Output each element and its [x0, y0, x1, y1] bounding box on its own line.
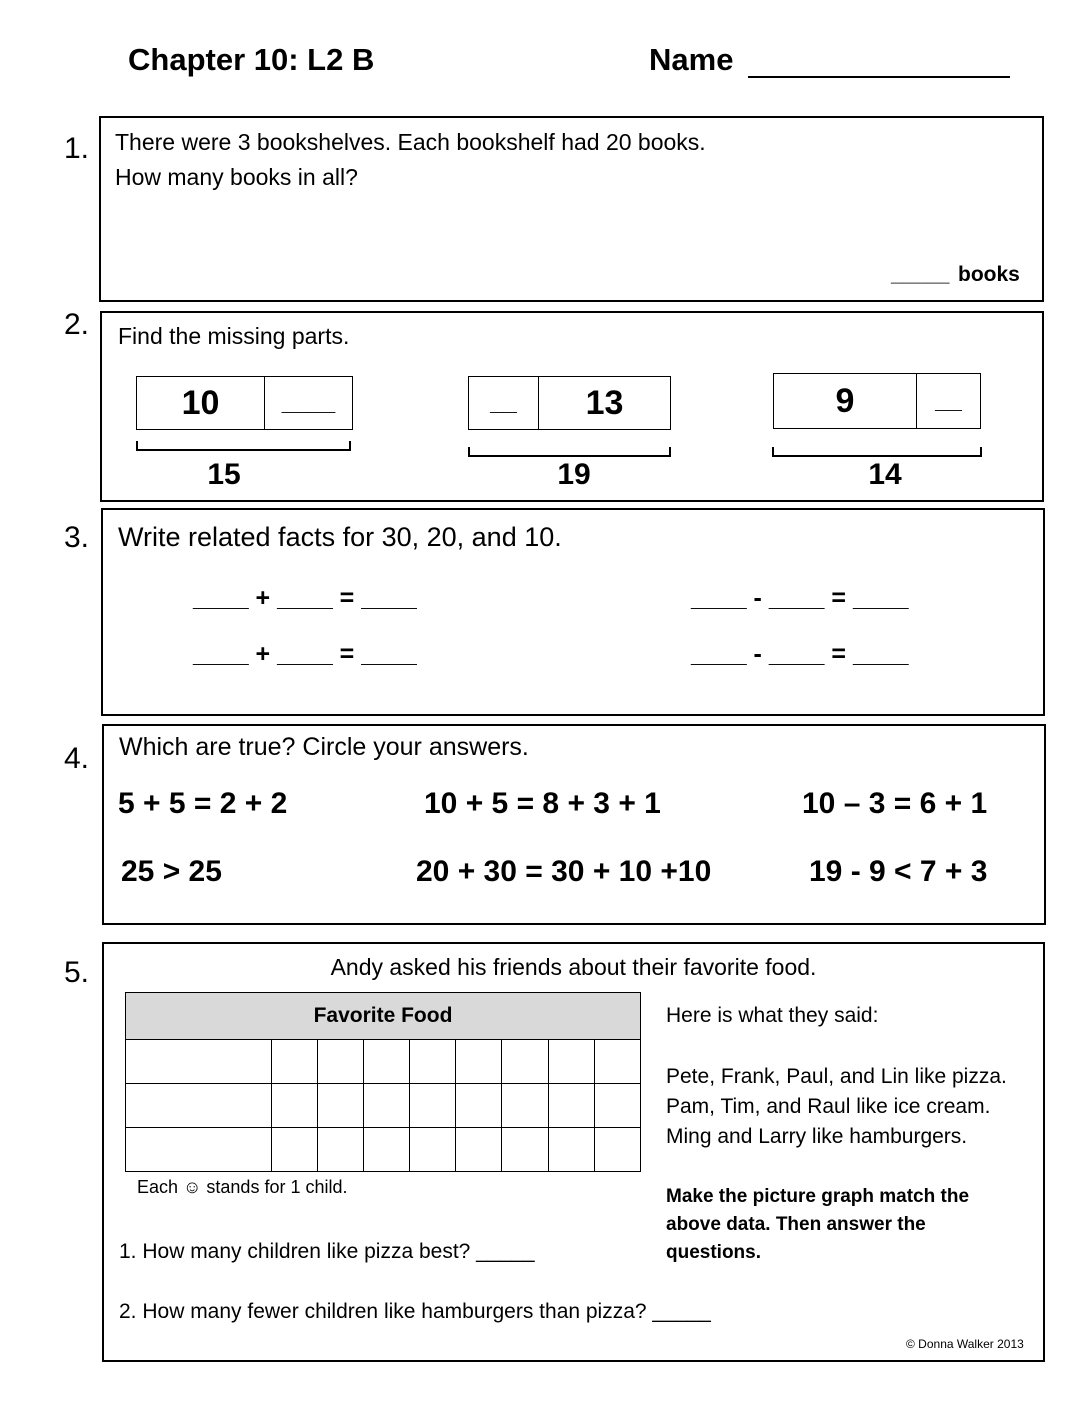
name-label: Name — [649, 42, 734, 77]
whole-value: 15 — [207, 458, 241, 491]
question-number: 3. — [64, 521, 90, 554]
equation[interactable]: 25 > 25 — [121, 855, 222, 888]
question-2-box — [100, 311, 1044, 502]
part-right-blank[interactable]: __ — [935, 387, 962, 414]
part-left: 10 — [137, 377, 265, 429]
category-label-cell[interactable] — [126, 1128, 272, 1172]
data-line: Pam, Tim, and Raul like ice cream. — [666, 1095, 991, 1118]
graph-title: Favorite Food — [126, 993, 641, 1040]
instruction-line: questions. — [666, 1242, 762, 1263]
bracket — [136, 441, 351, 451]
question-number: 4. — [64, 742, 90, 775]
name-field[interactable] — [748, 76, 1010, 78]
equation[interactable]: 19 - 9 < 7 + 3 — [809, 855, 988, 888]
question-5-intro: Andy asked his friends about their favorite food. — [330, 954, 817, 980]
question-2-prompt: Find the missing parts. — [118, 323, 350, 349]
graph-question-2[interactable]: 2. How many fewer children like hamburgers than pizza? _____ — [119, 1300, 711, 1323]
category-label-cell[interactable] — [126, 1084, 272, 1128]
question-4-prompt: Which are true? Circle your answers. — [119, 733, 529, 761]
bracket — [468, 447, 671, 457]
question-1-box — [99, 116, 1044, 302]
part-part-model-2 — [468, 376, 671, 430]
whole-value: 14 — [868, 458, 902, 491]
question-4-box — [102, 724, 1046, 925]
category-label-cell[interactable] — [126, 1040, 272, 1084]
worksheet-title: Chapter 10: L2 B — [128, 42, 375, 77]
part-part-model-3 — [773, 373, 981, 429]
question-1-line-2: How many books in all? — [115, 164, 358, 190]
said-label: Here is what they said: — [666, 1004, 879, 1027]
equation[interactable]: 10 + 5 = 8 + 3 + 1 — [424, 787, 661, 820]
part-part-model-1 — [136, 376, 353, 430]
graph-row — [126, 1040, 641, 1084]
subtraction-fact-2[interactable]: ____ - ____ = ____ — [691, 640, 909, 668]
subtraction-fact-1[interactable]: ____ - ____ = ____ — [691, 584, 909, 612]
picture-graph — [125, 992, 641, 1172]
equation[interactable]: 5 + 5 = 2 + 2 — [118, 787, 288, 820]
answer-unit: books — [958, 263, 1020, 286]
addition-fact-1[interactable]: ____ + ____ = ____ — [193, 584, 417, 612]
question-3-prompt: Write related facts for 30, 20, and 10. — [118, 522, 562, 552]
copyright: © Donna Walker 2013 — [906, 1337, 1024, 1351]
graph-row — [126, 1084, 641, 1128]
graph-key: Each ☺ stands for 1 child. — [137, 1177, 348, 1197]
question-number: 2. — [64, 308, 90, 341]
part-right: 13 — [585, 383, 624, 422]
question-number: 5. — [64, 956, 90, 989]
bracket — [772, 447, 982, 457]
instruction-line: above data. Then answer the — [666, 1214, 926, 1235]
graph-question-1[interactable]: 1. How many children like pizza best? _____ — [119, 1240, 535, 1263]
question-1-line-1: There were 3 bookshelves. Each bookshelf had 20 books. — [115, 129, 706, 155]
whole-value: 19 — [557, 458, 591, 491]
graph-row — [126, 1128, 641, 1172]
part-right-blank[interactable]: ____ — [281, 389, 336, 416]
part-left: 9 — [774, 374, 917, 428]
part-left-blank[interactable]: __ — [469, 377, 539, 429]
question-3-box — [101, 508, 1045, 716]
answer-blank[interactable]: _____ — [891, 263, 950, 286]
data-line: Ming and Larry like hamburgers. — [666, 1125, 968, 1148]
instruction-line: Make the picture graph match the — [666, 1186, 970, 1207]
question-5-box — [102, 942, 1045, 1362]
equation[interactable]: 20 + 30 = 30 + 10 +10 — [416, 855, 712, 888]
addition-fact-2[interactable]: ____ + ____ = ____ — [193, 640, 417, 668]
question-number: 1. — [64, 132, 90, 165]
data-line: Pete, Frank, Paul, and Lin like pizza. — [666, 1065, 1007, 1088]
equation[interactable]: 10 – 3 = 6 + 1 — [802, 787, 988, 820]
